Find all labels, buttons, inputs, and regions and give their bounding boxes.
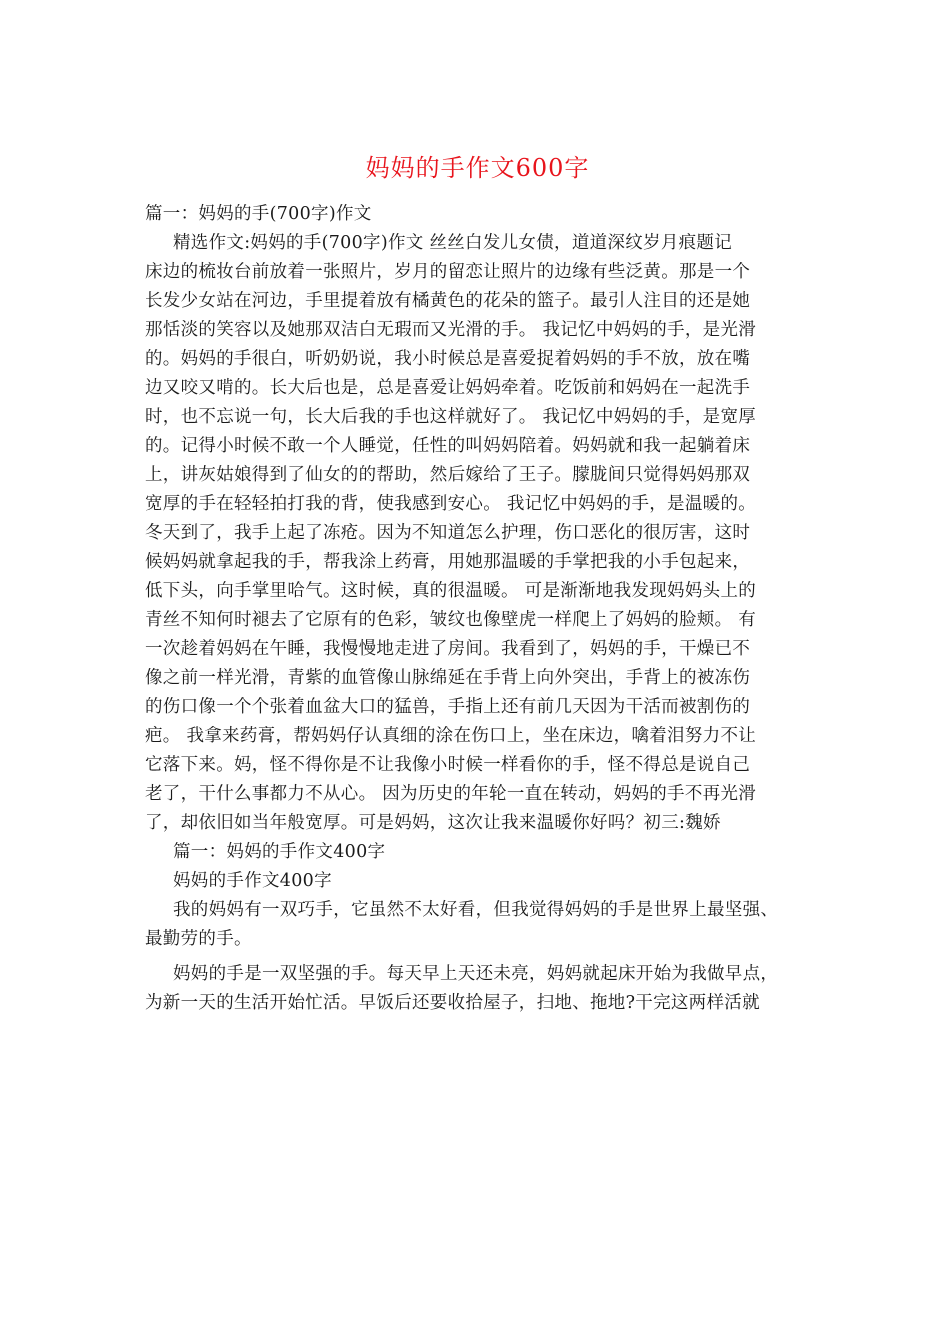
paragraph-line: 低下头，向手掌里哈气。这时候，真的很温暖。 可是渐渐地我发现妈妈头上的 xyxy=(145,581,757,601)
paragraph-line: 那恬淡的笑容以及她那双洁白无瑕而又光滑的手。 我记忆中妈妈的手，是光滑 xyxy=(145,320,757,340)
paragraph-line: 妈妈的手是一双坚强的手。每天早上天还未亮，妈妈就起床开始为我做早点， xyxy=(173,964,779,984)
paragraph-2 xyxy=(145,896,810,954)
section-heading-2: 篇一：妈妈的手作文400字 xyxy=(173,842,386,862)
paragraph-line: 冬天到了，我手上起了冻疮。因为不知道怎么护理，伤口恶化的很厉害，这时 xyxy=(145,523,751,543)
document-page xyxy=(145,150,810,1018)
paragraph-line: 老了，干什么事都力不从心。 因为历史的年轮一直在转动，妈妈的手不再光滑 xyxy=(145,784,757,804)
paragraph-line: 最勤劳的手。 xyxy=(145,929,252,949)
paragraph-line: 我的妈妈有一双巧手，它虽然不太好看，但我觉得妈妈的手是世界上最坚强、 xyxy=(173,900,779,920)
paragraph-line: 为新一天的生活开始忙活。早饭后还要收拾屋子，扫地、拖地?干完这两样活就 xyxy=(145,993,760,1013)
paragraph-line: 宽厚的手在轻轻拍打我的背，使我感到安心。 我记忆中妈妈的手，是温暖的。 xyxy=(145,494,757,514)
section-heading-1: 篇一：妈妈的手(700字)作文 xyxy=(145,204,372,224)
paragraph-1 xyxy=(145,229,810,838)
paragraph-line: 长发少女站在河边，手里提着放有橘黄色的花朵的篮子。最引人注目的还是她 xyxy=(145,291,751,311)
paragraph-line: 精选作文:妈妈的手(700字)作文 丝丝白发儿女债，道道深纹岁月痕题记 xyxy=(173,233,733,253)
paragraph-line: 上，讲灰姑娘得到了仙女的的帮助，然后嫁给了王子。朦胧间只觉得妈妈那双 xyxy=(145,465,751,485)
paragraph-line: 床边的梳妆台前放着一张照片，岁月的留恋让照片的边缘有些泛黄。那是一个 xyxy=(145,262,751,282)
paragraph-line: 时，也不忘说一句，长大后我的手也这样就好了。 我记忆中妈妈的手，是宽厚 xyxy=(145,407,757,427)
paragraph-line: 候妈妈就拿起我的手，帮我涂上药膏，用她那温暖的手掌把我的小手包起来， xyxy=(145,552,751,572)
paragraph-line: 的。记得小时候不敢一个人睡觉，任性的叫妈妈陪着。妈妈就和我一起躺着床 xyxy=(145,436,751,456)
paragraph-line: 像之前一样光滑，青紫的血管像山脉绵延在手背上向外突出，手背上的被冻伤 xyxy=(145,668,751,688)
paragraph-line: 疤。 我拿来药膏，帮妈妈仔认真细的涂在伤口上，坐在床边，噙着泪努力不让 xyxy=(145,726,757,746)
paragraph-line: 一次趁着妈妈在午睡，我慢慢地走进了房间。我看到了，妈妈的手，干燥已不 xyxy=(145,639,751,659)
paragraph-line: 它落下来。妈，怪不得你是不让我像小时候一样看你的手，怪不得总是说自己 xyxy=(145,755,751,775)
paragraph-line: 青丝不知何时褪去了它原有的色彩，皱纹也像壁虎一样爬上了妈妈的脸颊。 有 xyxy=(145,610,757,630)
paragraph-line: 边又咬又啃的。长大后也是，总是喜爱让妈妈牵着。吃饭前和妈妈在一起洗手 xyxy=(145,378,751,398)
document-title: 妈妈的手作文600字 xyxy=(365,154,590,182)
section-subtitle: 妈妈的手作文400字 xyxy=(173,871,332,891)
paragraph-line: 的。妈妈的手很白，听奶奶说，我小时候总是喜爱捉着妈妈的手不放，放在嘴 xyxy=(145,349,751,369)
paragraph-line: 了，却依旧如当年般宽厚。可是妈妈，这次让我来温暖你好吗？初三:魏娇 xyxy=(145,813,721,833)
paragraph-3 xyxy=(145,960,810,1018)
paragraph-line: 的伤口像一个个张着血盆大口的猛兽，手指上还有前几天因为干活而被割伤的 xyxy=(145,697,751,717)
